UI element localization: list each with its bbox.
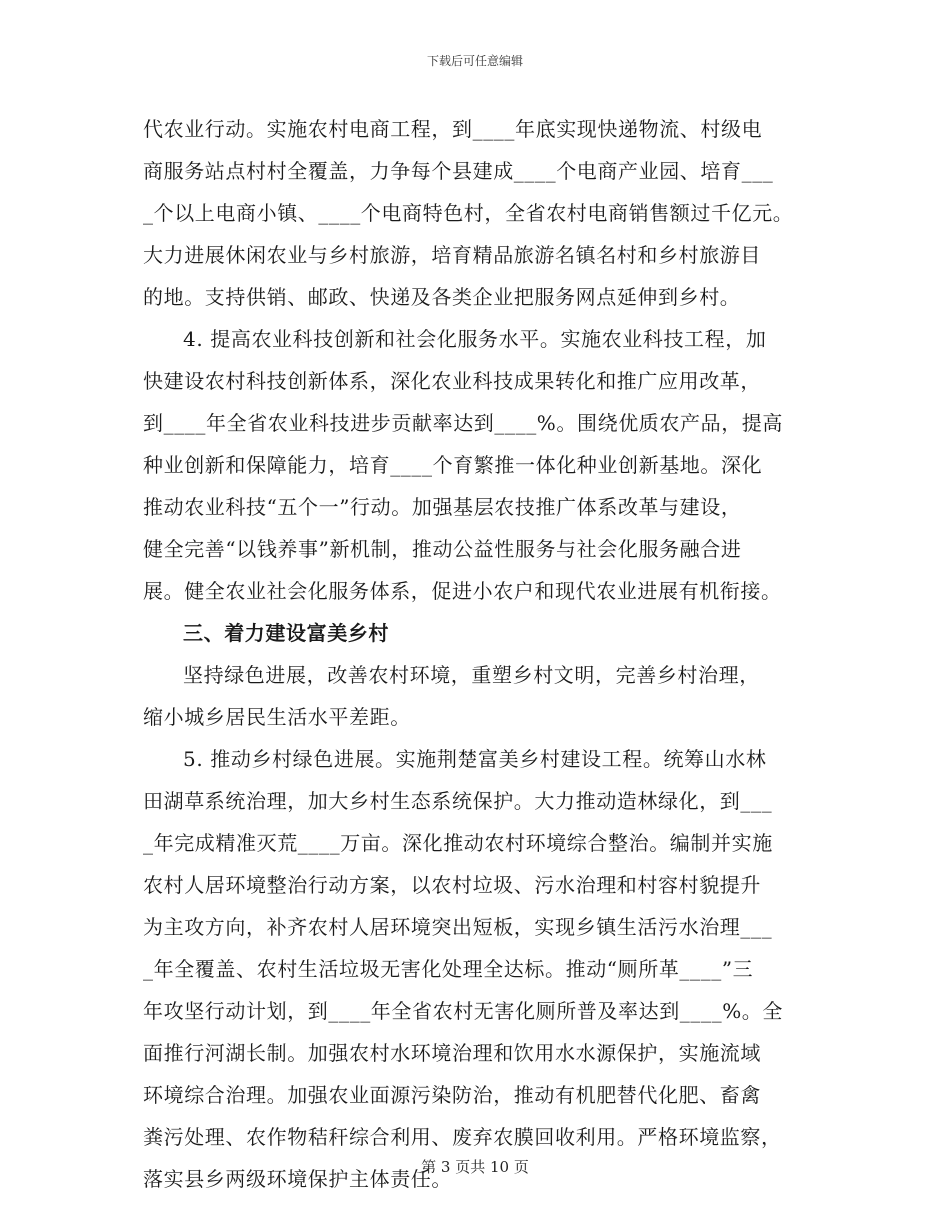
body-line: 的地。支持供销、邮政、快递及各类企业把服务网点延伸到乡村。	[143, 285, 741, 309]
body-line: 为主攻方向，补齐农村人居环境突出短板，实现乡镇生活污水治理___	[143, 915, 773, 939]
body-line: 种业创新和保障能力，培育____个育繁推一体化种业创新基地。深化	[143, 453, 763, 477]
body-line: 年攻坚行动计划，到____年全省农村无害化厕所普及率达到____%。全	[143, 999, 784, 1023]
body-line: _年完成精准灭荒____万亩。深化推动农村环境综合整治。编制并实施	[143, 831, 773, 855]
paragraph-5-first-line: 5. 推动乡村绿色进展。实施荆楚富美乡村建设工程。统筹山水林	[183, 747, 767, 771]
body-line: 面推行河湖长制。加强农村水环境治理和饮用水水源保护，实施流域	[143, 1041, 761, 1065]
section-heading: 三、着力建设富美乡村	[183, 621, 389, 645]
body-line: 快建设农村科技创新体系，深化农业科技成果转化和推广应用改革，	[143, 369, 761, 393]
document-body	[143, 108, 823, 1200]
body-line: 粪污处理、农作物秸秆综合利用、废弃农膜回收利用。严格环境监察，	[143, 1125, 782, 1149]
body-line: 商服务站点村村全覆盖，力争每个县建成____个电商产业园、培育___	[143, 159, 774, 183]
body-line: 缩小城乡居民生活水平差距。	[143, 705, 411, 729]
body-line: 环境综合治理。加强农业面源污染防治，推动有机肥替代化肥、畜禽	[143, 1083, 761, 1107]
body-line: _年全覆盖、农村生活垃圾无害化处理全达标。推动“厕所革____”三	[143, 957, 754, 981]
page-footer: 第 3 页共 10 页	[421, 1158, 529, 1176]
body-line: 农村人居环境整治行动方案，以农村垃圾、污水治理和村容村貌提升	[143, 873, 761, 897]
body-line: 田湖草系统治理，加大乡村生态系统保护。大力推动造林绿化，到___	[143, 789, 773, 813]
body-line: _个以上电商小镇、____个电商特色村，全省农村电商销售额过千亿元。	[143, 201, 794, 225]
body-line: 展。健全农业社会化服务体系，促进小农户和现代农业进展有机衔接。	[143, 579, 782, 603]
paragraph-4-first-line: 4. 提高农业科技创新和社会化服务水平。实施农业科技工程，加	[183, 327, 767, 351]
body-line: 推动农业科技“五个一”行动。加强基层农技推广体系改革与建设，	[143, 495, 742, 519]
body-line: 落实县乡两级环境保护主体责任。	[143, 1167, 452, 1191]
body-line: 大力进展休闲农业与乡村旅游，培育精品旅游名镇名村和乡村旅游目	[143, 243, 761, 267]
body-line: 到____年全省农业科技进步贡献率达到____%。围绕优质农产品，提高	[143, 411, 784, 435]
section-intro-line: 坚持绿色进展，改善农村环境，重塑乡村文明，完善乡村治理，	[183, 663, 760, 687]
body-line: 健全完善“以钱养事”新机制，推动公益性服务与社会化服务融合进	[143, 537, 742, 561]
page-header: 下载后可任意编辑	[426, 54, 523, 68]
body-line: 代农业行动。实施农村电商工程，到____年底实现快递物流、村级电	[143, 117, 763, 141]
